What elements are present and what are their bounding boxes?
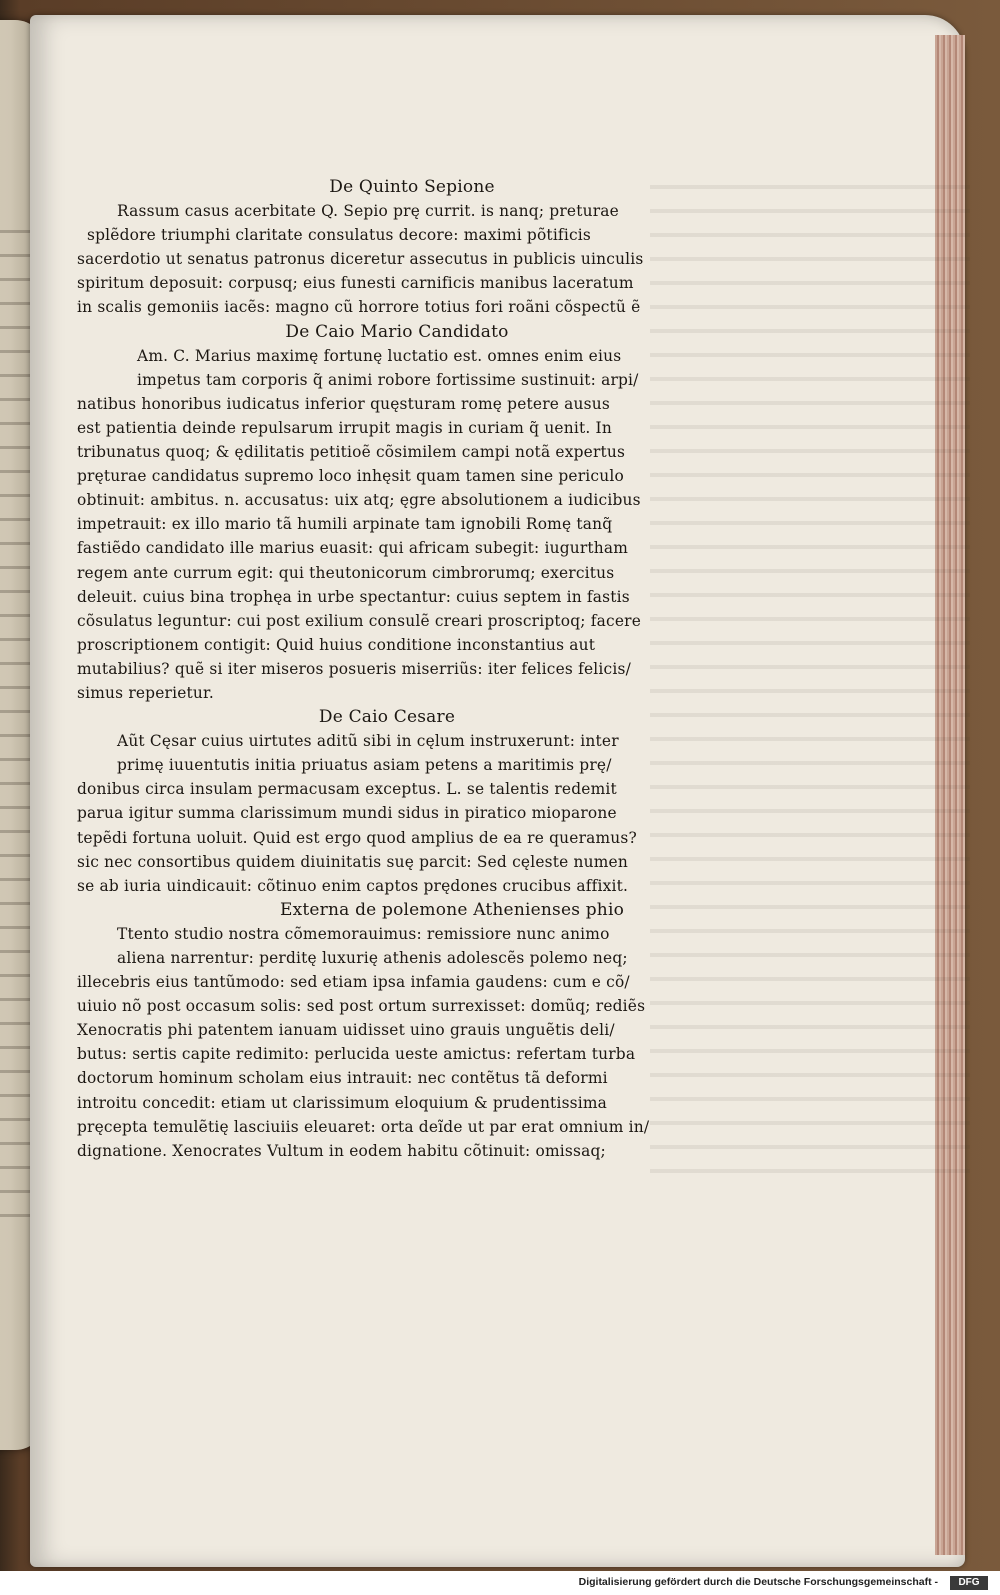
text-line: dignatione. Xenocrates Vultum in eodem habitu cõtinuit: omissaq;: [77, 1141, 606, 1160]
text-line: splẽdore triumphi claritate consulatus decore: maximi põtificis: [87, 226, 591, 245]
text-line: parua igitur summa clarissimum mundi sidus in piratico mioparone: [77, 804, 617, 823]
footer-bar: [0, 1571, 1000, 1595]
section-heading: De Quinto Sepione: [329, 177, 495, 197]
text-line: doctorum hominum scholam eius intrauit: nec contẽtus tã deformi: [77, 1069, 608, 1088]
text-line: impetus tam corporis q̃ animi robore fortissime sustinuit: arpi/: [137, 370, 639, 389]
text-line: proscriptionem contigit: Quid huius conditione inconstantius aut: [77, 635, 596, 654]
text-line: Am. C. Marius maximę fortunę luctatio est. omnes enim eius: [137, 346, 622, 365]
text-line: mutabilius? quẽ si iter miseros posueris miserriũs: iter felices felicis/: [77, 659, 631, 678]
text-line: cõsulatus leguntur: cui post exilium consulẽ creari proscriptoq; facere: [77, 611, 642, 630]
section-heading: Externa de polemone Athenienses phio: [279, 899, 625, 920]
dfg-logo: DFG: [950, 1576, 988, 1590]
text-line: in scalis gemoniis iacẽs: magno cũ horrore totius fori roãni cõspectũ ẽ: [77, 298, 641, 317]
funding-credit: Digitalisierung gefördert durch die Deutsche Forschungsgemeinschaft -: [578, 1576, 938, 1588]
text-line: donibus circa insulam permacusam exceptus. L. se talentis redemit: [77, 780, 617, 799]
text-line: deleuit. cuius bina trophęa in urbe spectantur: cuius septem in fastis: [77, 587, 630, 606]
section-heading: De Caio Mario Candidato: [285, 321, 509, 342]
text-line: simus reperietur.: [77, 683, 214, 702]
text-line: sic nec consortibus quidem diuinitatis suę parcit: Sed cęleste numen: [77, 852, 628, 871]
text-line: sacerdotio ut senatus patronus diceretur assecutus in publicis uinculis: [77, 250, 644, 269]
text-line: natibus honoribus iudicatus inferior quęsturam romę petere ausus: [77, 394, 610, 413]
text-line: est patientia deinde repulsarum irrupit magis in curiam q̃ uenit. In: [77, 418, 612, 437]
text-line: uiuio nõ post occasum solis: sed post ortum surrexisset: domũq; rediẽs: [77, 997, 646, 1016]
text-line: tribunatus quoq; & ędilitatis petitioẽ cõsimilem campi notã expertus: [77, 443, 626, 462]
text-line: spiritum deposuit: corpusq; eius funesti carnificis manibus laceratum: [77, 274, 634, 293]
text-line: Rassum casus acerbitate Q. Sepio prę currit. is nanq; preturae: [117, 202, 619, 221]
text-line: introitu concedit: etiam ut clarissimum eloquium & prudentissima: [77, 1093, 608, 1112]
text-line: Ttento studio nostra cõmemorauimus: remissiore nunc animo: [117, 924, 610, 943]
text-line: butus: sertis capite redimito: perlucida ueste amictus: refertam turba: [77, 1045, 636, 1064]
text-line: pręcepta temulẽtię lasciuiis eleuaret: orta deĩde ut par erat omnium in/: [77, 1117, 650, 1136]
text-line: regem ante currum egit: qui theutonicorum cimbrorumq; exercitus: [77, 563, 615, 582]
text-line: aliena narrentur: perditę luxurię athenis adolescẽs polemo neq;: [117, 949, 628, 967]
section-heading: De Caio Cesare: [318, 707, 456, 728]
text-line: fastiẽdo candidato ille marius euasit: qui africam subegit: iugurtham: [77, 539, 629, 558]
text-line: Aũt Cęsar cuius uirtutes aditũ sibi in cęlum instruxerunt: inter: [117, 732, 619, 751]
show-through-text: [650, 185, 970, 1185]
text-line: illecebris eius tantũmodo: sed etiam ipsa infamia gaudens: cum e cõ/: [77, 973, 630, 992]
text-line: pręturae candidatus supremo loco inhęsit quam tamen sine periculo: [77, 467, 624, 486]
text-line: primę iuuentutis initia priuatus asiam petens a maritimis prę/: [117, 756, 612, 775]
text-line: tepẽdi fortuna uoluit. Quid est ergo quod amplius de ea re queramus?: [77, 828, 637, 847]
text-line: Xenocratis phi patentem ianuam uidisset uino grauis unguẽtis deli/: [77, 1021, 615, 1040]
text-line: obtinuit: ambitus. n. accusatus: uix atq; ęgre absolutionem a iudicibus: [77, 491, 641, 510]
text-line: impetrauit: ex illo mario tã humili arpinate tam ignobili Romę tanq̃: [77, 515, 613, 534]
page-text: [77, 175, 677, 1163]
text-line: se ab iuria uindicauit: cõtinuo enim captos prędones crucibus affixit.: [77, 876, 629, 895]
